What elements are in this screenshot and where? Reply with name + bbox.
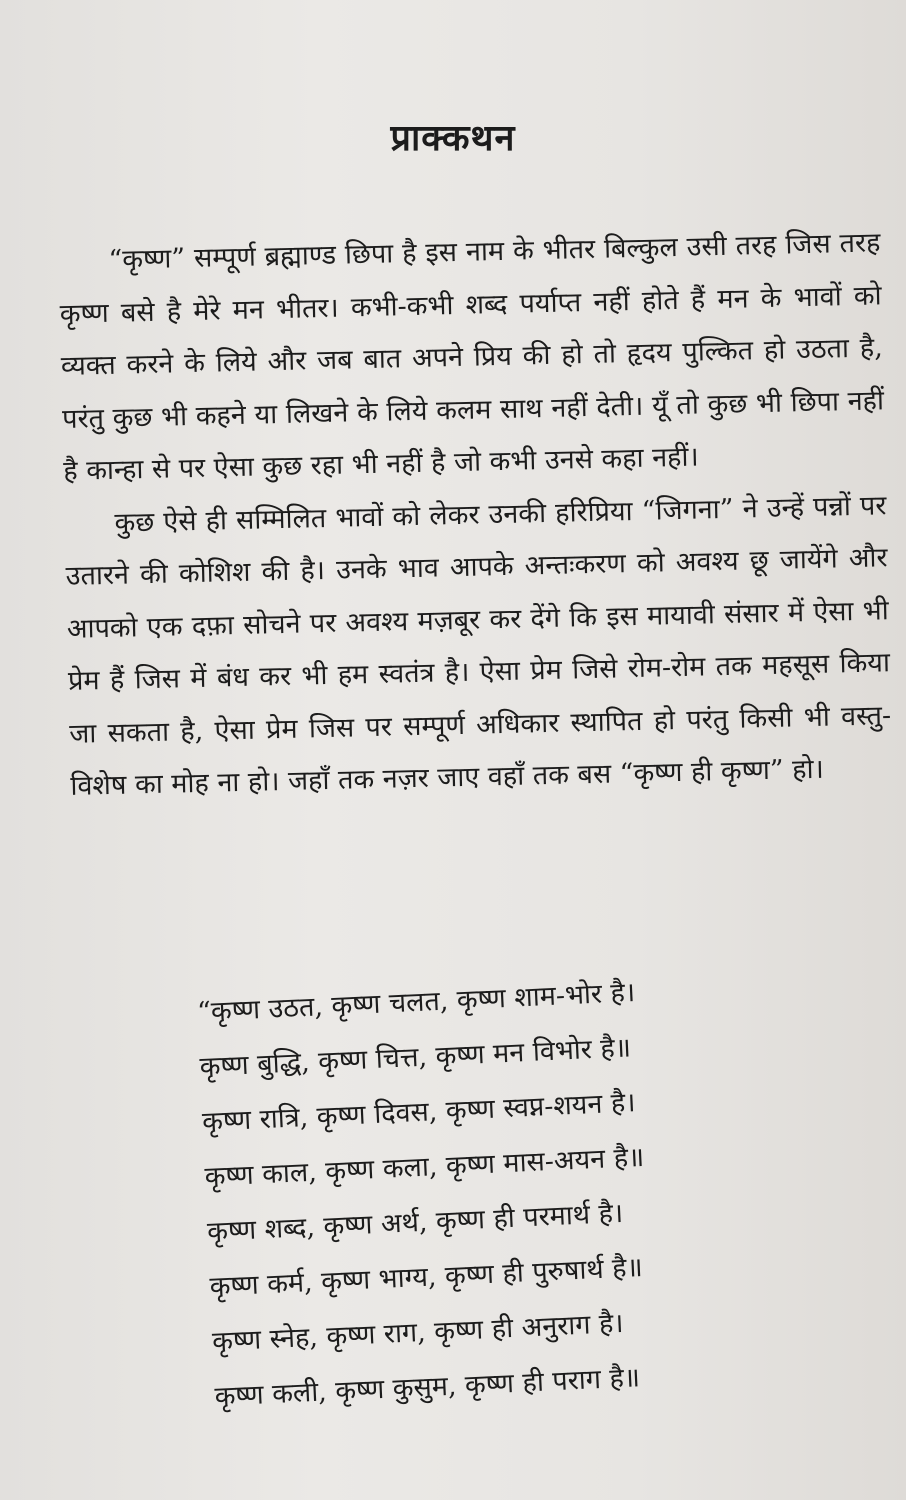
poem-line: कृष्ण काल, कृष्ण कला, कृष्ण मास-अयन है॥ <box>204 1141 645 1193</box>
poem-line: कृष्ण रात्रि, कृष्ण दिवस, कृष्ण स्वप्न-शयन है। <box>201 1087 637 1138</box>
poem-line: कृष्ण स्नेह, कृष्ण राग, कृष्ण ही अनुराग है। <box>211 1307 625 1358</box>
poem-line: कृष्ण शब्द, कृष्ण अर्थ, कृष्ण ही परमार्थ है। <box>206 1197 624 1248</box>
poem-line: कृष्ण कर्म, कृष्ण भाग्य, कृष्ण ही पुरुषार्थ है॥ <box>209 1252 644 1303</box>
poem-line: कृष्ण बुद्धि, कृष्ण चित्त, कृष्ण मन विभोर है॥ <box>199 1032 632 1083</box>
poem-line: “कृष्ण उठत, कृष्ण चलत, कृष्ण शाम-भोर है। <box>196 977 636 1028</box>
foreword-text <box>58 217 893 813</box>
poem <box>196 956 855 1425</box>
paragraph: कुछ ऐसे ही सम्मिलित भावों को लेकर उनकी हरिप्रिया “जिगना” ने उन्हें पन्नों पर उतारने की कोशिश की है। उनके भाव आपके अन्तःकरण को अवश्य छू जायेंगे और आपको एक दफ़ा सोचने पर अवश्य मज़बूर कर देंगे कि इस मायावी संसार में ऐसा भी प्रेम हैं जिस में बंध कर भी हम स्वतंत्र है। ऐसा प्रेम जिसे रोम-रोम तक महसूस किया जा सकता है, ऐसा प्रेम जिस पर सम्पूर्ण अधिकार स्थापित हो परंतु किसी भी वस्तु-विशेष का मोह ना हो। जहाँ तक नज़र जाए वहाँ तक बस “कृष्ण ही कृष्ण” हो। <box>65 489 892 802</box>
poem-line: कृष्ण कली, कृष्ण कुसुम, कृष्ण ही पराग है॥ <box>214 1362 641 1413</box>
paragraph: “कृष्ण” सम्पूर्ण ब्रह्माण्ड छिपा है इस नाम के भीतर बिल्कुल उसी तरह जिस तरह कृष्ण बसे है मेरे मन भीतर। कभी-कभी शब्द पर्याप्त नहीं होते हैं मन के भावों को व्यक्त करने के लिये और जब बात अपने प्रिय की हो तो हृदय पुल्कित हो उठता है, परंतु कुछ भी कहने या लिखने के लिये कलम साथ नहीं देती। यूँ तो कुछ भी छिपा नहीं है कान्हा से पर ऐसा कुछ रहा भी नहीं है जो कभी उनसे कहा नहीं। <box>59 227 885 487</box>
page-title: प्राक्कथन <box>390 117 516 159</box>
